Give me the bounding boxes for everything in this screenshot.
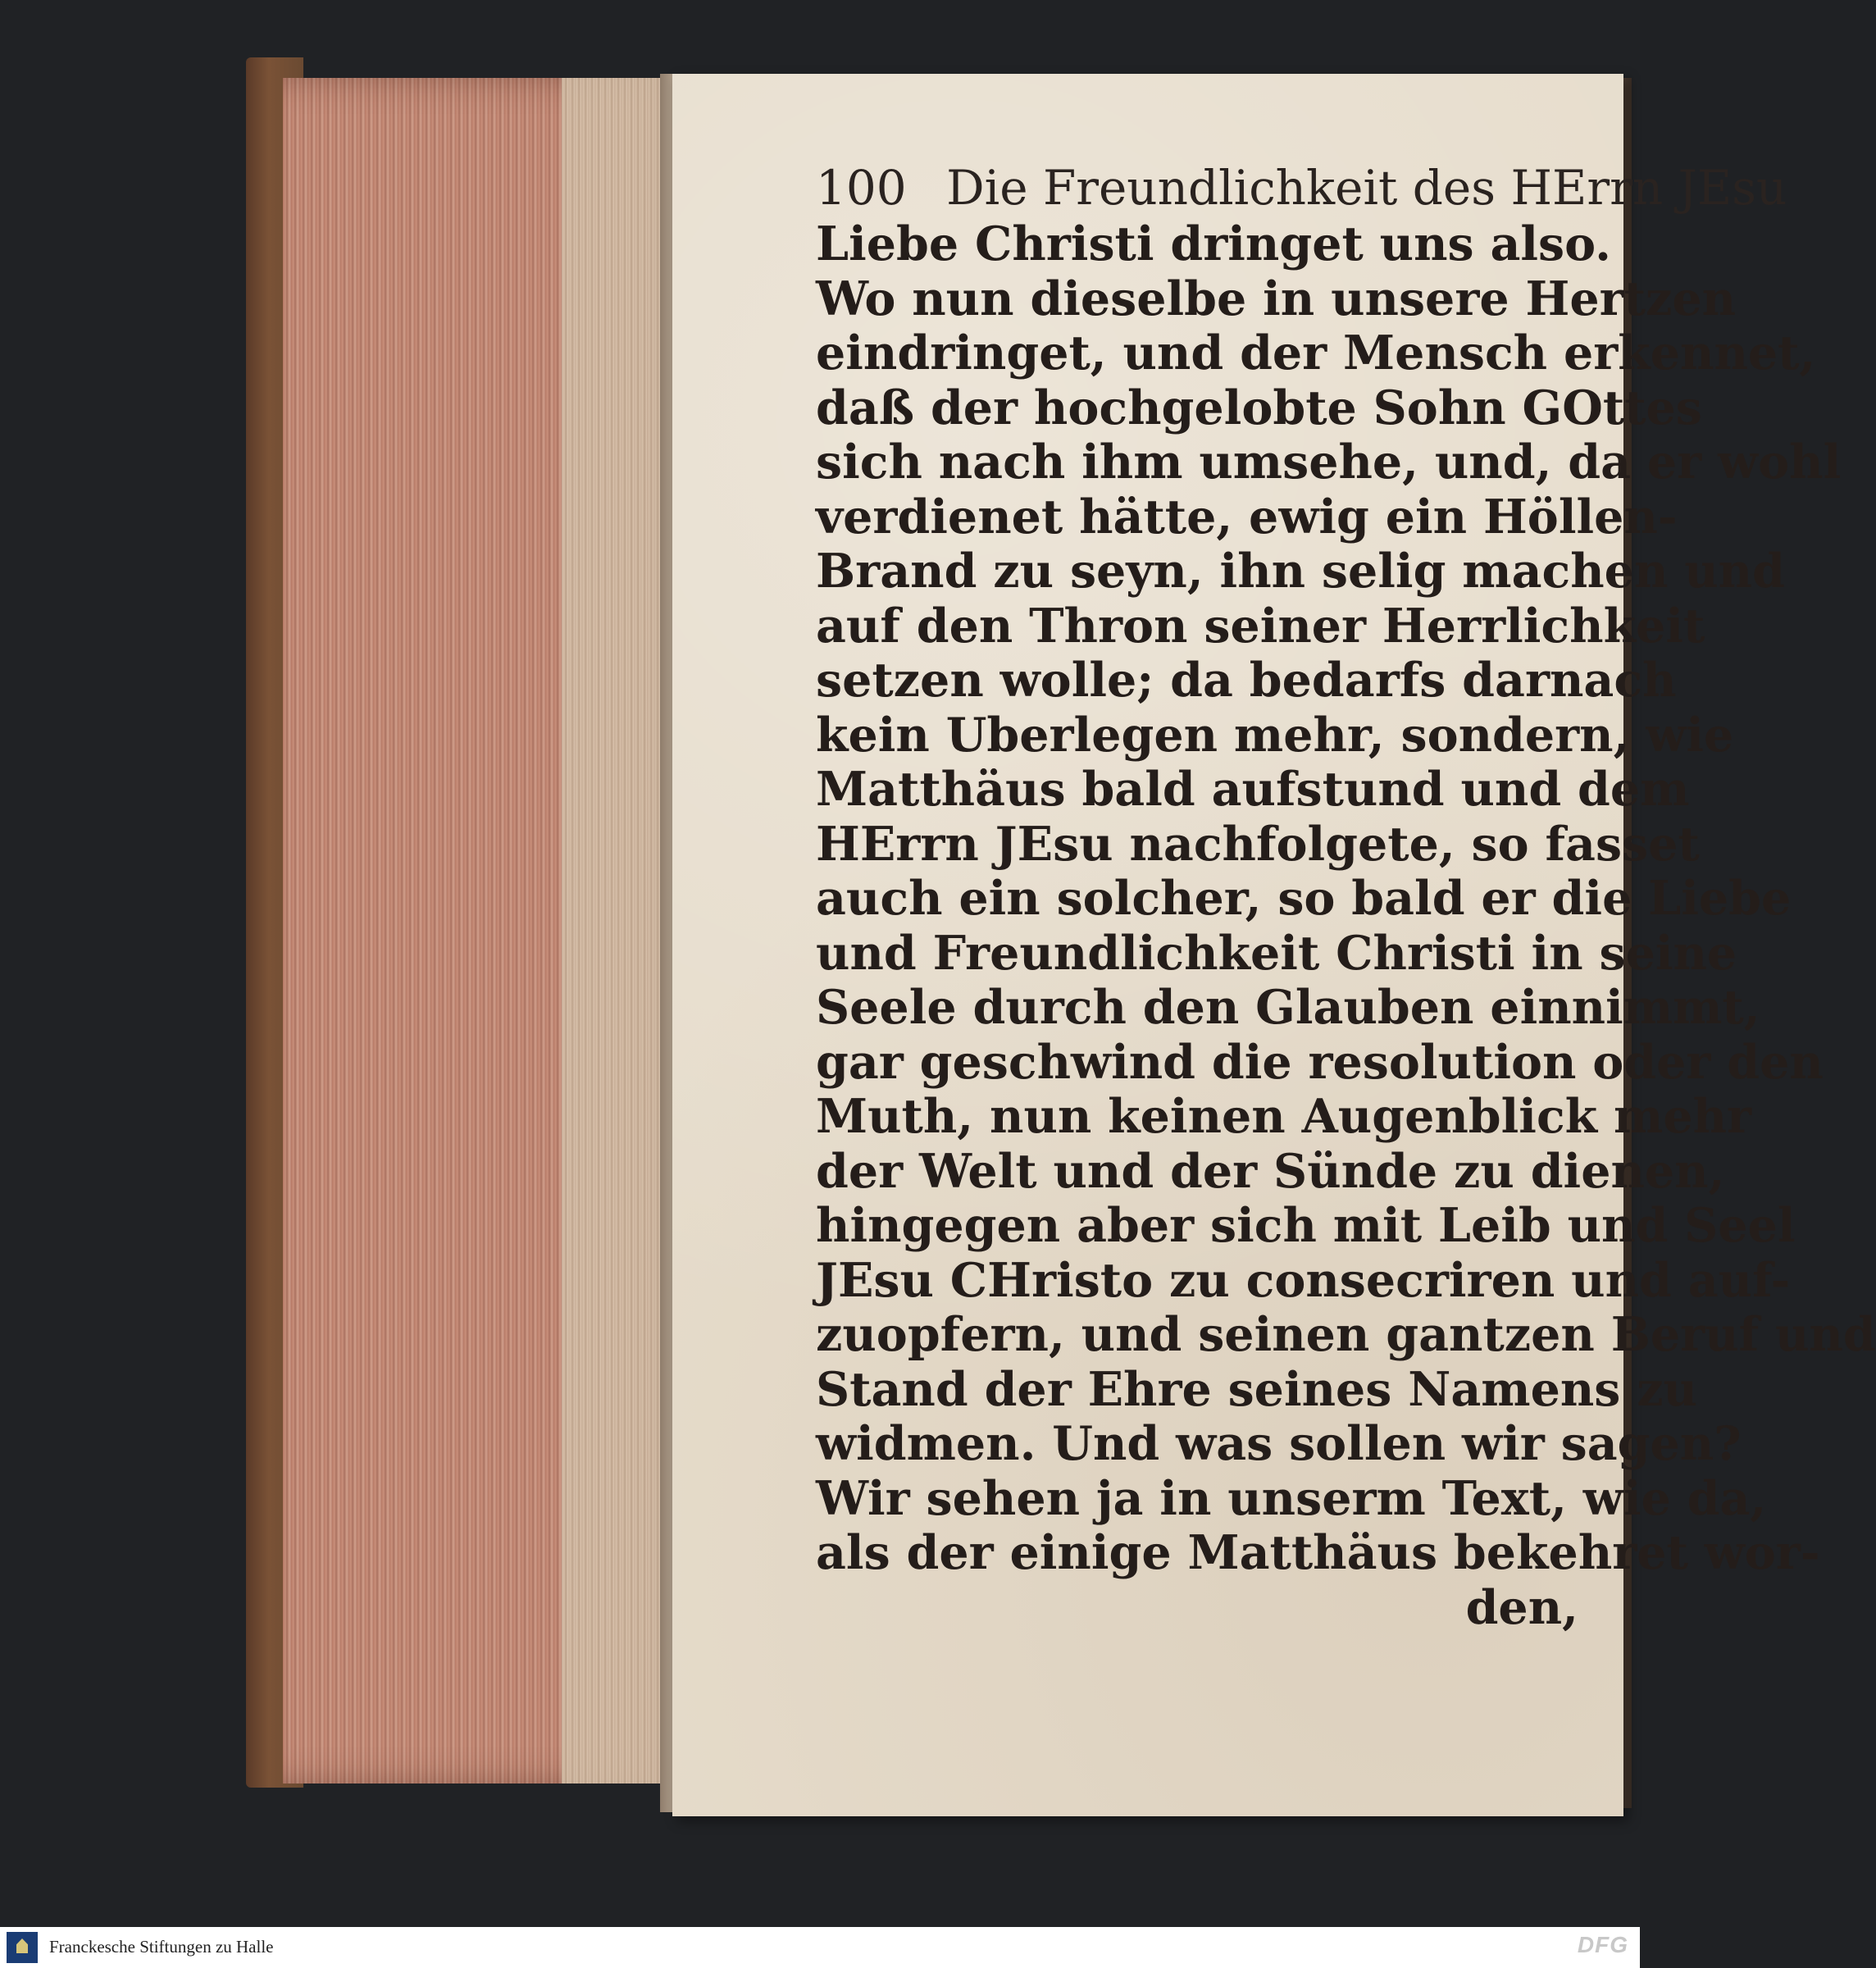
footer-bar [0,1927,1640,1968]
page-number: 100 [816,160,907,216]
text-line: auf den Thron seiner Herrlichkeit [816,598,1705,654]
running-head: Die Freundlichkeit des HErrn JEsu [946,160,1787,216]
dfg-logo[interactable]: DFG [1577,1932,1628,1957]
text-line: zuopfern, und seinen gantzen Beruf und [816,1307,1876,1362]
text-line: JEsu CHristo zu consecriren und auf- [816,1252,1791,1308]
institution-name[interactable]: Franckesche Stiftungen zu Halle [49,1937,274,1957]
text-line: Matthäus bald aufstund und dem [816,762,1690,817]
text-line: als der einige Matthäus bekehret wor- [816,1525,1820,1580]
text-line: und Freundlichkeit Christi in seine [816,925,1737,981]
catchword: den, [1465,1579,1578,1635]
text-line: der Welt und der Sünde zu dienen, [816,1143,1725,1199]
text-line: widmen. Und was sollen wir sagen? [816,1416,1742,1471]
text-line: HErrn JEsu nachfolgete, so fasset [816,816,1700,872]
text-block [816,216,1876,1635]
text-line: Liebe Christi dringet uns also. [816,216,1612,271]
book-page [672,74,1876,1816]
text-line: hingegen aber sich mit Leib und Seel [816,1198,1796,1253]
text-line: eindringet, und der Mensch erkennet, [816,326,1816,380]
text-line: kein Uberlegen mehr, sondern, wie [816,707,1734,763]
text-line: Wir sehen ja in unserm Text, wie da, [816,1470,1767,1526]
text-line: sich nach ihm umsehe, und, da er wohl [816,435,1842,490]
franckesche-stiftungen-logo-icon[interactable] [5,1930,39,1965]
text-line: gar geschwind die resolution oder den [816,1034,1824,1090]
page-header [816,160,1787,216]
text-line: auch ein solcher, so bald er die Liebe [816,871,1792,926]
text-line: Wo nun dieselbe in unsere Hertzen [816,271,1737,326]
text-line: setzen wolle; da bedarfs darnach [816,653,1677,708]
text-line: daß der hochgelobte Sohn GOttes [816,380,1702,435]
text-line: Muth, nun keinen Augenblick mehr [816,1089,1752,1144]
text-line: Brand zu seyn, ihn selig machen und [816,544,1785,599]
text-line: verdienet hätte, ewig ein Höllen- [816,489,1678,544]
page-edges [283,78,676,1784]
text-line: Stand der Ehre seines Namens zu [816,1361,1698,1417]
text-line: Seele durch den Glauben einnimmt, [816,980,1760,1035]
